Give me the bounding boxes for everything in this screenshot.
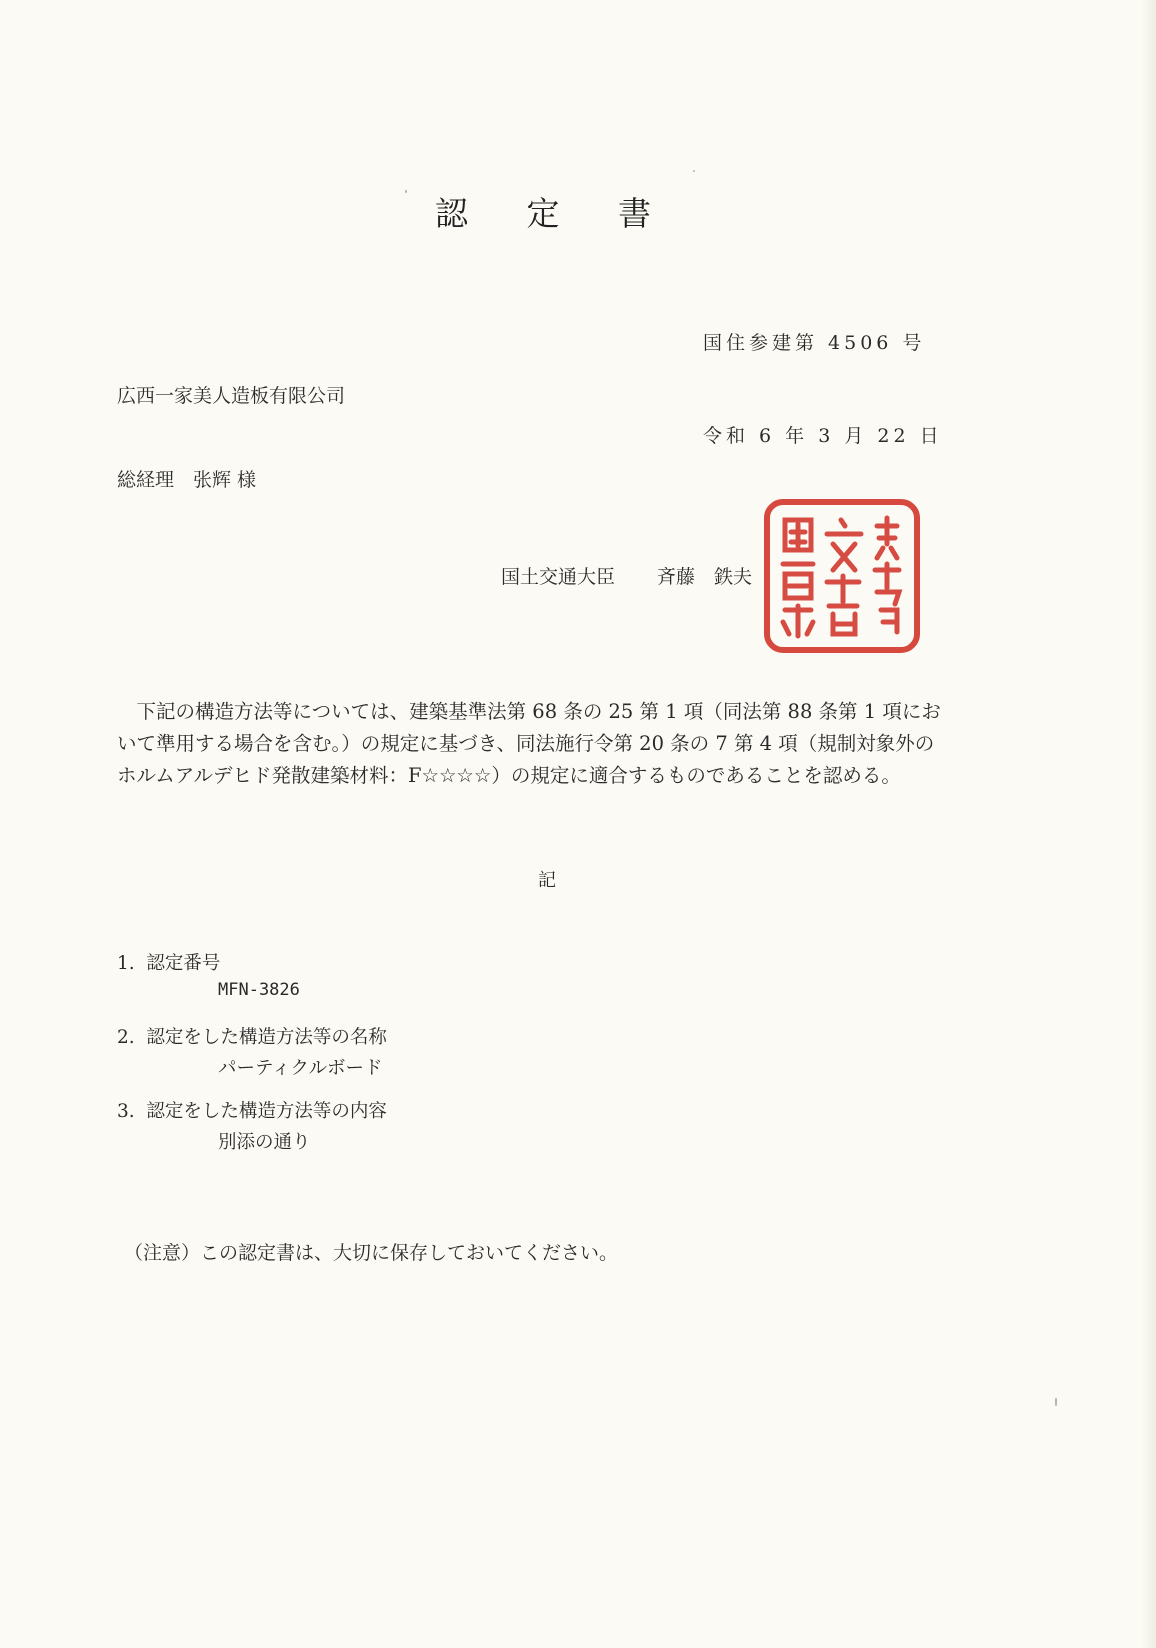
item-label: 3. 認定をした構造方法等の内容 bbox=[117, 1101, 387, 1122]
item-value: パーティクルボード bbox=[218, 1058, 383, 1079]
issuer-line bbox=[501, 562, 752, 589]
ki-heading: 記 bbox=[538, 870, 556, 891]
reference-block bbox=[703, 266, 943, 483]
paper-speck bbox=[1055, 1398, 1057, 1406]
issue-date: 令和 6 年 3 月 22 日 bbox=[703, 425, 943, 447]
list-item-method-content bbox=[117, 1097, 387, 1154]
statement-line-1: 下記の構造方法等については、建築基準法第 68 条の 25 第 1 項（同法第 88 条第 1 項にお bbox=[117, 700, 941, 723]
certification-statement bbox=[117, 696, 987, 792]
list-item-method-name bbox=[117, 1023, 387, 1080]
paper-speck bbox=[693, 170, 695, 172]
addressee-company: 広西一家美人造板有限公司 bbox=[117, 385, 346, 407]
item-label: 2. 認定をした構造方法等の名称 bbox=[117, 1027, 387, 1048]
document-title: 認 定 書 bbox=[435, 194, 675, 233]
list-item-certification-number bbox=[117, 949, 300, 1000]
addressee-person: 総経理 张辉 様 bbox=[117, 469, 257, 491]
page-edge-shadow bbox=[1142, 0, 1156, 1648]
official-seal bbox=[763, 498, 921, 654]
reference-number: 国住参建第 4506 号 bbox=[703, 332, 926, 354]
issuer-name: 斉藤 鉄夫 bbox=[657, 566, 753, 588]
paper-speck bbox=[405, 190, 407, 193]
statement-line-2: いて準用する場合を含む。）の規定に基づき、同法施行令第 20 条の 7 第 4 項（規制対象外の bbox=[117, 732, 935, 755]
issuer-office: 国土交通大臣 bbox=[501, 566, 616, 588]
addressee-block bbox=[117, 326, 345, 522]
item-value: 別添の通り bbox=[218, 1132, 311, 1153]
item-label: 1. 認定番号 bbox=[117, 953, 221, 974]
caution-note: （注意）この認定書は、大切に保存しておいてください。 bbox=[124, 1242, 619, 1264]
item-value: MFN-3826 bbox=[218, 980, 300, 1000]
statement-line-3: ホルムアルデヒド発散建築材料：F☆☆☆☆）の規定に適合するものであることを認める。 bbox=[117, 764, 901, 787]
